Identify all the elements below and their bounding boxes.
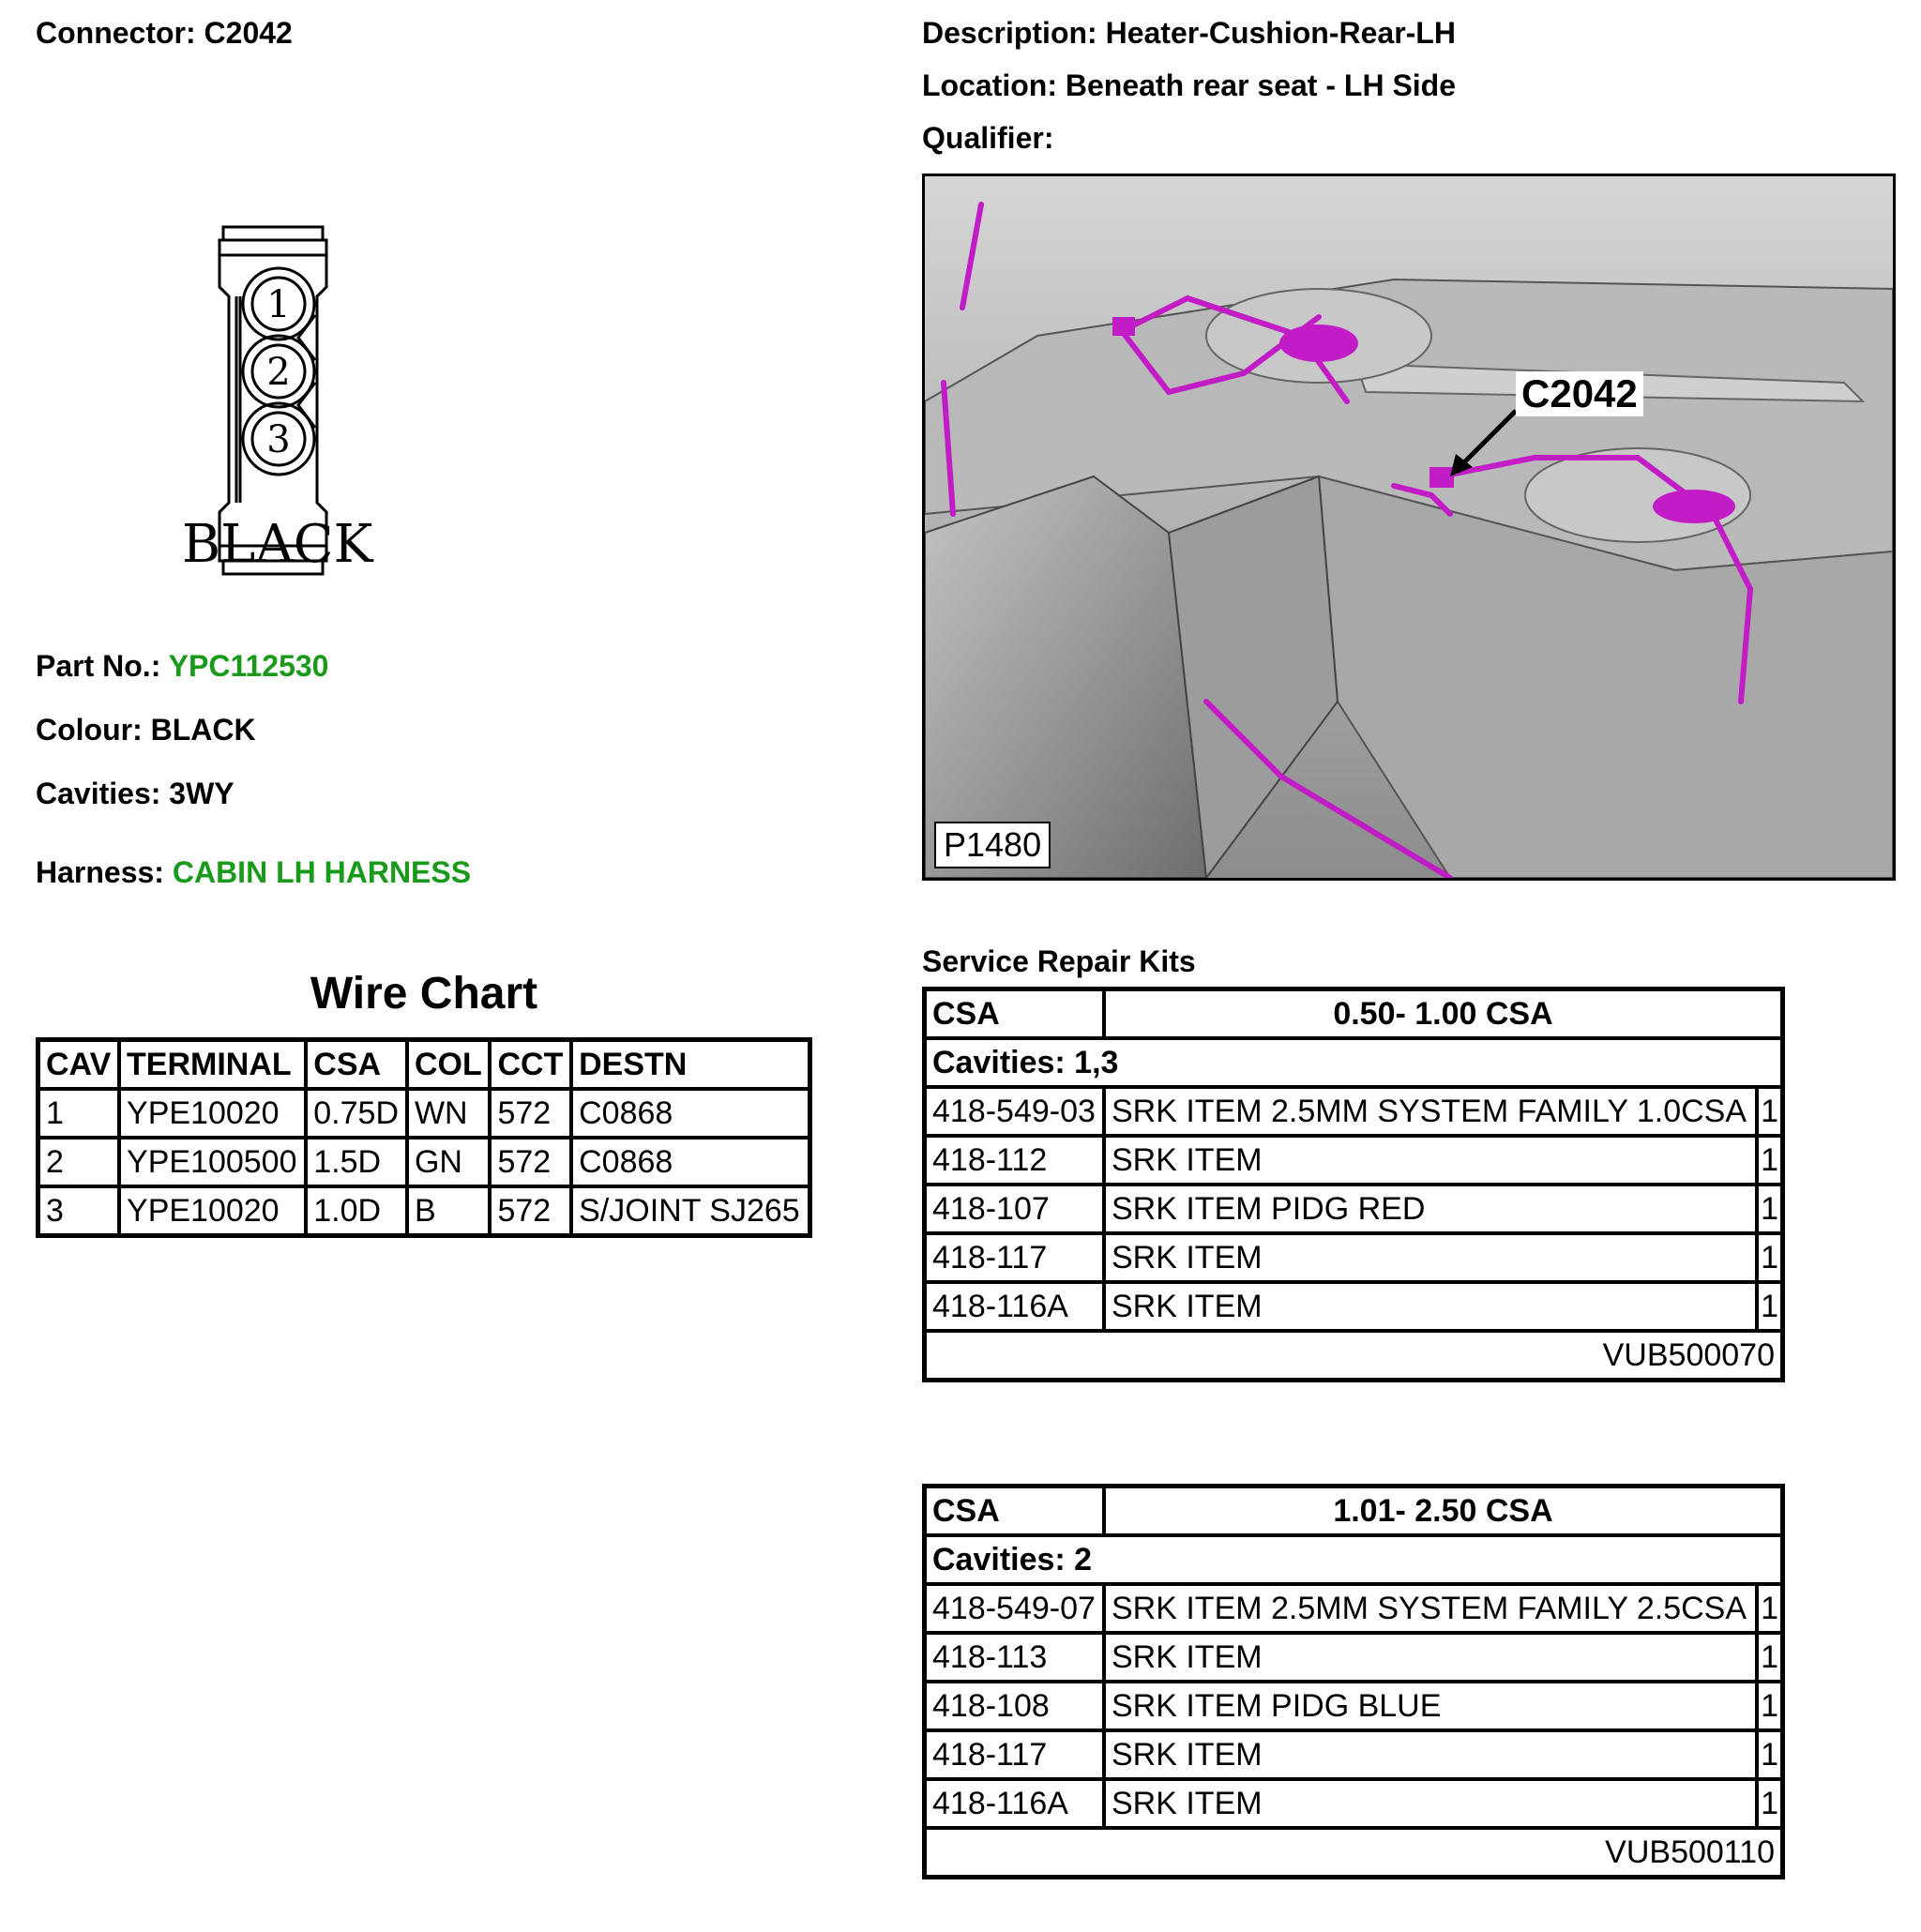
cav-cell: 1 <box>38 1089 120 1138</box>
cct-cell: 572 <box>490 1089 571 1138</box>
part-number-label: Part No.: <box>36 649 161 683</box>
kit-cavities-row <box>925 1535 1783 1584</box>
csa-cell: 0.75D <box>306 1089 407 1138</box>
table-row <box>925 1233 1783 1282</box>
service-repair-kits-title: Service Repair Kits <box>922 944 1196 978</box>
kit-cavities: Cavities: 2 <box>925 1535 1783 1584</box>
kit-item-part: 418-549-07 <box>925 1584 1105 1633</box>
kit-reference-row <box>925 1828 1783 1878</box>
col-terminal: TERMINAL <box>119 1040 306 1090</box>
csa-cell: 1.5D <box>306 1138 407 1186</box>
photo-callout-label: C2042 <box>1516 371 1643 416</box>
colour-label: Colour: <box>36 713 143 747</box>
kit-item-qty: 1 <box>1757 1682 1782 1730</box>
table-row <box>38 1089 810 1138</box>
harness-label: Harness: <box>36 855 164 889</box>
location-photo <box>922 174 1896 881</box>
kit-cavities: Cavities: 1,3 <box>925 1038 1783 1087</box>
pin-1-label: 1 <box>266 283 291 326</box>
colour-line <box>36 711 256 748</box>
cct-cell: 572 <box>490 1138 571 1186</box>
location-value: Beneath rear seat - LH Side <box>1065 68 1457 102</box>
destn-cell: S/JOINT SJ265 <box>571 1186 809 1236</box>
kit-item-desc: SRK ITEM <box>1104 1136 1757 1185</box>
wire-chart-title: Wire Chart <box>310 969 538 1019</box>
kit-item-part: 418-112 <box>925 1136 1105 1185</box>
kit-item-qty: 1 <box>1757 1136 1782 1185</box>
kit-item-desc: SRK ITEM PIDG RED <box>1104 1185 1757 1233</box>
qualifier-line <box>922 119 1053 157</box>
destn-cell: C0868 <box>571 1089 809 1138</box>
kit-item-desc: SRK ITEM <box>1104 1233 1757 1282</box>
description-label: Description: <box>922 16 1097 50</box>
connector-face-diagram <box>182 221 375 587</box>
description-line <box>922 14 1456 52</box>
kit-item-part: 418-108 <box>925 1682 1105 1730</box>
kit-item-part: 418-117 <box>925 1730 1105 1779</box>
wire-chart-header-row <box>38 1040 810 1090</box>
kit-item-qty: 1 <box>1757 1185 1782 1233</box>
kit-item-desc: SRK ITEM <box>1104 1633 1757 1682</box>
kit-item-part: 418-107 <box>925 1185 1105 1233</box>
harness-link[interactable]: CABIN LH HARNESS <box>172 855 472 889</box>
col-cct: CCT <box>490 1040 571 1090</box>
kit-reference: VUB500070 <box>925 1331 1783 1381</box>
harness-line <box>36 853 471 891</box>
kit-item-desc: SRK ITEM 2.5MM SYSTEM FAMILY 2.5CSA <box>1104 1584 1757 1633</box>
table-row <box>925 1282 1783 1331</box>
kit-csa-label: CSA <box>925 989 1105 1039</box>
kit-cavities-row <box>925 1038 1783 1087</box>
kit-csa-label: CSA <box>925 1487 1105 1536</box>
repair-kit-table-2 <box>922 1484 1785 1879</box>
cavities-value: 3WY <box>169 777 234 810</box>
table-row <box>925 1584 1783 1633</box>
table-row <box>925 1087 1783 1136</box>
table-row <box>925 1185 1783 1233</box>
table-row <box>925 1779 1783 1828</box>
kit-header-row <box>925 989 1783 1039</box>
table-row <box>38 1138 810 1186</box>
kit-item-qty: 1 <box>1757 1233 1782 1282</box>
terminal-cell: YPE10020 <box>119 1089 306 1138</box>
cav-cell: 2 <box>38 1138 120 1186</box>
kit-item-part: 418-117 <box>925 1233 1105 1282</box>
kit-csa-range: 0.50- 1.00 CSA <box>1104 989 1783 1039</box>
kit-item-qty: 1 <box>1757 1730 1782 1779</box>
kit-item-desc: SRK ITEM <box>1104 1730 1757 1779</box>
table-row <box>925 1633 1783 1682</box>
col-csa: CSA <box>306 1040 407 1090</box>
kit-reference: VUB500110 <box>925 1828 1783 1878</box>
terminal-cell: YPE100500 <box>119 1138 306 1186</box>
part-number-line <box>36 647 328 685</box>
kit-item-qty: 1 <box>1757 1779 1782 1828</box>
kit-item-desc: SRK ITEM <box>1104 1282 1757 1331</box>
connector-heading <box>36 14 293 52</box>
cct-cell: 572 <box>490 1186 571 1236</box>
location-label: Location: <box>922 68 1057 102</box>
wire-chart-table <box>36 1037 812 1238</box>
table-row <box>925 1682 1783 1730</box>
kit-item-desc: SRK ITEM <box>1104 1779 1757 1828</box>
kit-item-part: 418-113 <box>925 1633 1105 1682</box>
table-row <box>38 1186 810 1236</box>
kit-item-qty: 1 <box>1757 1633 1782 1682</box>
vehicle-floor-illustration <box>925 176 1893 878</box>
location-line <box>922 67 1456 104</box>
kit-header-row <box>925 1487 1783 1536</box>
cav-cell: 3 <box>38 1186 120 1236</box>
pin-3-label: 3 <box>266 418 291 461</box>
cavities-label: Cavities: <box>36 777 161 810</box>
table-row <box>925 1730 1783 1779</box>
kit-item-qty: 1 <box>1757 1087 1782 1136</box>
connector-id: C2042 <box>204 16 293 50</box>
col-destn: DESTN <box>571 1040 809 1090</box>
photo-reference-id: P1480 <box>934 822 1051 868</box>
kit-item-qty: 1 <box>1757 1282 1782 1331</box>
kit-item-part: 418-116A <box>925 1282 1105 1331</box>
connector-label: Connector: <box>36 16 196 50</box>
part-number-link[interactable]: YPC112530 <box>168 649 329 683</box>
col-col: COL <box>407 1040 491 1090</box>
description-value: Heater-Cushion-Rear-LH <box>1105 16 1456 50</box>
kit-reference-row <box>925 1331 1783 1381</box>
col-cell: B <box>407 1186 491 1236</box>
connector-colour-caption: BLACK <box>182 514 373 575</box>
kit-item-part: 418-549-03 <box>925 1087 1105 1136</box>
table-row <box>925 1136 1783 1185</box>
kit-item-qty: 1 <box>1757 1584 1782 1633</box>
cavities-line <box>36 775 234 812</box>
kit-item-desc: SRK ITEM PIDG BLUE <box>1104 1682 1757 1730</box>
destn-cell: C0868 <box>571 1138 809 1186</box>
col-cell: GN <box>407 1138 491 1186</box>
col-cell: WN <box>407 1089 491 1138</box>
kit-item-desc: SRK ITEM 2.5MM SYSTEM FAMILY 1.0CSA <box>1104 1087 1757 1136</box>
col-cav: CAV <box>38 1040 120 1090</box>
kit-csa-range: 1.01- 2.50 CSA <box>1104 1487 1783 1536</box>
repair-kit-table-1 <box>922 987 1785 1382</box>
kit-item-part: 418-116A <box>925 1779 1105 1828</box>
csa-cell: 1.0D <box>306 1186 407 1236</box>
terminal-cell: YPE10020 <box>119 1186 306 1236</box>
colour-value: BLACK <box>150 713 256 747</box>
pin-2-label: 2 <box>266 351 291 394</box>
qualifier-label: Qualifier: <box>922 121 1054 155</box>
